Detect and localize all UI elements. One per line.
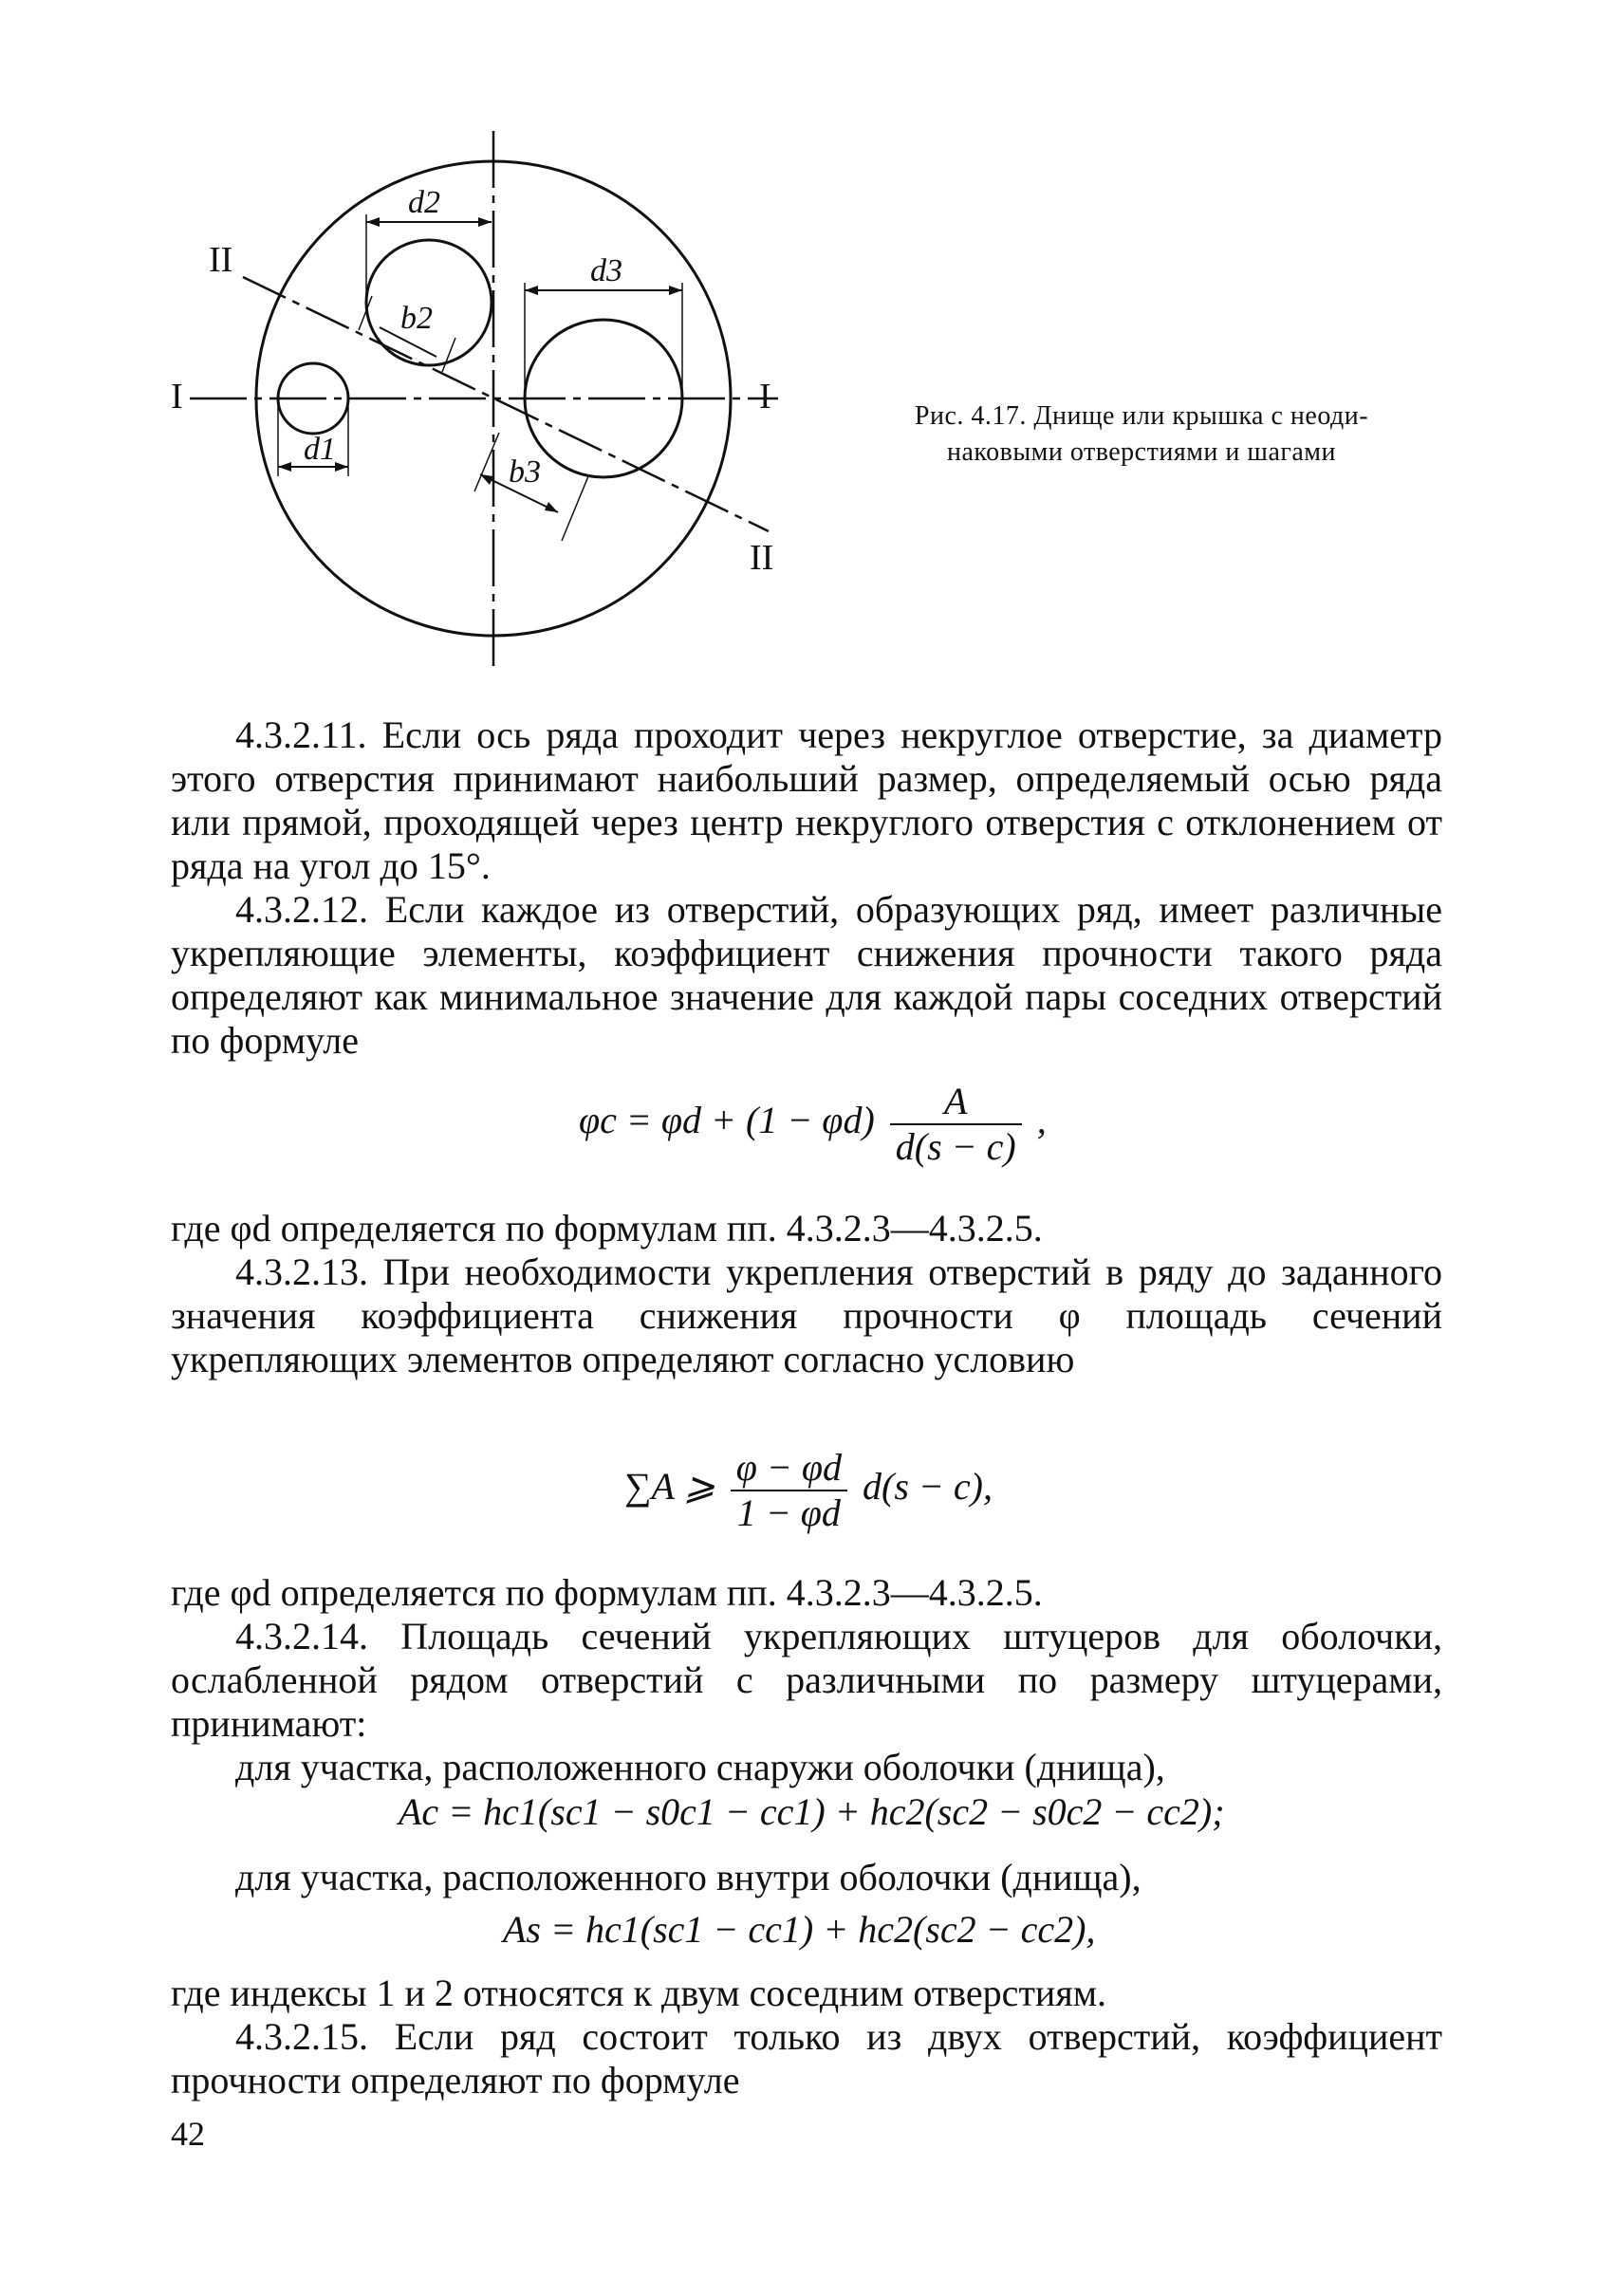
formula-phi-c <box>579 1080 1047 1169</box>
indices-note: где индексы 1 и 2 относятся к двум соседним отверстиям. <box>171 1972 1107 2014</box>
text-block-4 <box>171 1856 1442 1899</box>
outside-section-text: для участка, расположенного снаружи оболочки (днища), <box>235 1746 1165 1788</box>
text-block-5 <box>171 1972 1442 2102</box>
paragraph-4-3-2-11: 4.3.2.11. Если ось ряда проходит через некруглое отверстие, за диаметр этого отверстия принимают наибольший размер, определяемый осью ряда или прямой, проходящей через центр некруглого отверстия с отклонением от ряда на угол до 15°. <box>171 713 1442 887</box>
b2-ext-right <box>442 338 455 372</box>
axis-II <box>243 277 769 531</box>
d2-arrow-left <box>366 217 380 227</box>
d2-arrow-right <box>478 217 492 227</box>
formula-1-left: φc = φd + (1 − φd) <box>579 1099 875 1142</box>
text-block-1 <box>171 713 1442 1063</box>
paragraph-4-3-2-14: 4.3.2.14. Площадь сечений укрепляющих штуцеров для оболочки, ослабленной рядом отверстий с различными по размеру штуцерами, принимают: <box>171 1615 1442 1745</box>
where-phi-d-2: где φd определяется по формулам пп. 4.3.2.3—4.3.2.5. <box>171 1571 1043 1614</box>
where-phi-d-1: где φd определяется по формулам пп. 4.3.2.3—4.3.2.5. <box>171 1207 1043 1250</box>
b2-label: b2 <box>400 301 433 336</box>
figure-4-17 <box>152 123 816 674</box>
axis-I-right-label: I <box>759 377 771 417</box>
axis-I-left-label: I <box>171 377 183 417</box>
inside-section-text: для участка, расположенного внутри оболочки (днища), <box>235 1856 1142 1898</box>
b3-label: b3 <box>509 454 541 490</box>
d1-label: d1 <box>304 432 336 467</box>
formula-sum-a <box>624 1446 993 1535</box>
text-block-2 <box>171 1207 1442 1381</box>
formula-2-right: d(s − c), <box>863 1465 993 1509</box>
formula-as: As = hc1(sc1 − cc1) + hc2(sc2 − cc2), <box>503 1908 1096 1951</box>
caption-line-2: наковыми отверстиями и шагами <box>947 437 1336 467</box>
b3-arrow-left <box>480 474 493 485</box>
page-number: 42 <box>171 2115 205 2153</box>
d3-arrow-right <box>669 286 682 295</box>
d1-arrow-right <box>335 462 348 472</box>
d2-label: d2 <box>408 185 440 220</box>
formula-ac: Ac = hc1(sc1 − s0c1 − cc1) + hc2(sc2 − s0c2 − cc2); <box>399 1790 1225 1833</box>
formula-2-fraction <box>731 1446 847 1535</box>
axis-II-top-label: II <box>209 240 233 280</box>
caption-line-1: Рис. 4.17. Днище или крышка с неоди- <box>914 401 1369 431</box>
b3-arrow-right <box>545 502 558 512</box>
figure-caption <box>824 398 1459 471</box>
bottom-cover-drawing <box>152 123 816 674</box>
formula-1-tail: , <box>1036 1099 1047 1142</box>
text-block-3 <box>171 1571 1442 1789</box>
b3-ext-right <box>562 476 588 541</box>
formula-1-fraction <box>890 1080 1022 1169</box>
formula-2-left: ∑A ⩾ <box>624 1465 715 1509</box>
formula-2-denominator: 1 − φd <box>736 1491 841 1534</box>
d1-arrow-left <box>278 462 291 472</box>
paragraph-4-3-2-12: 4.3.2.12. Если каждое из отверстий, образующих ряд, имеет различные укрепляющие элементы, коэффициент снижения прочности такого ряда определяют как минимальное значение для каждой пары соседних отверстий по формуле <box>171 888 1442 1062</box>
paragraph-4-3-2-15: 4.3.2.15. Если ряд состоит только из двух отверстий, коэффициент прочности определяют по формуле <box>171 2015 1442 2102</box>
d3-arrow-left <box>525 286 538 295</box>
formula-1-denominator: d(s − c) <box>895 1125 1016 1168</box>
paragraph-4-3-2-13: 4.3.2.13. При необходимости укрепления отверстий в ряду до заданного значения коэффициента снижения прочности φ площадь сечений укрепляющих элементов определяют согласно условию <box>171 1250 1442 1380</box>
d3-label: d3 <box>590 253 622 288</box>
formula-1-numerator: A <box>890 1080 1022 1125</box>
axis-II-bottom-label: II <box>750 538 774 578</box>
formula-2-numerator: φ − φd <box>731 1446 847 1491</box>
